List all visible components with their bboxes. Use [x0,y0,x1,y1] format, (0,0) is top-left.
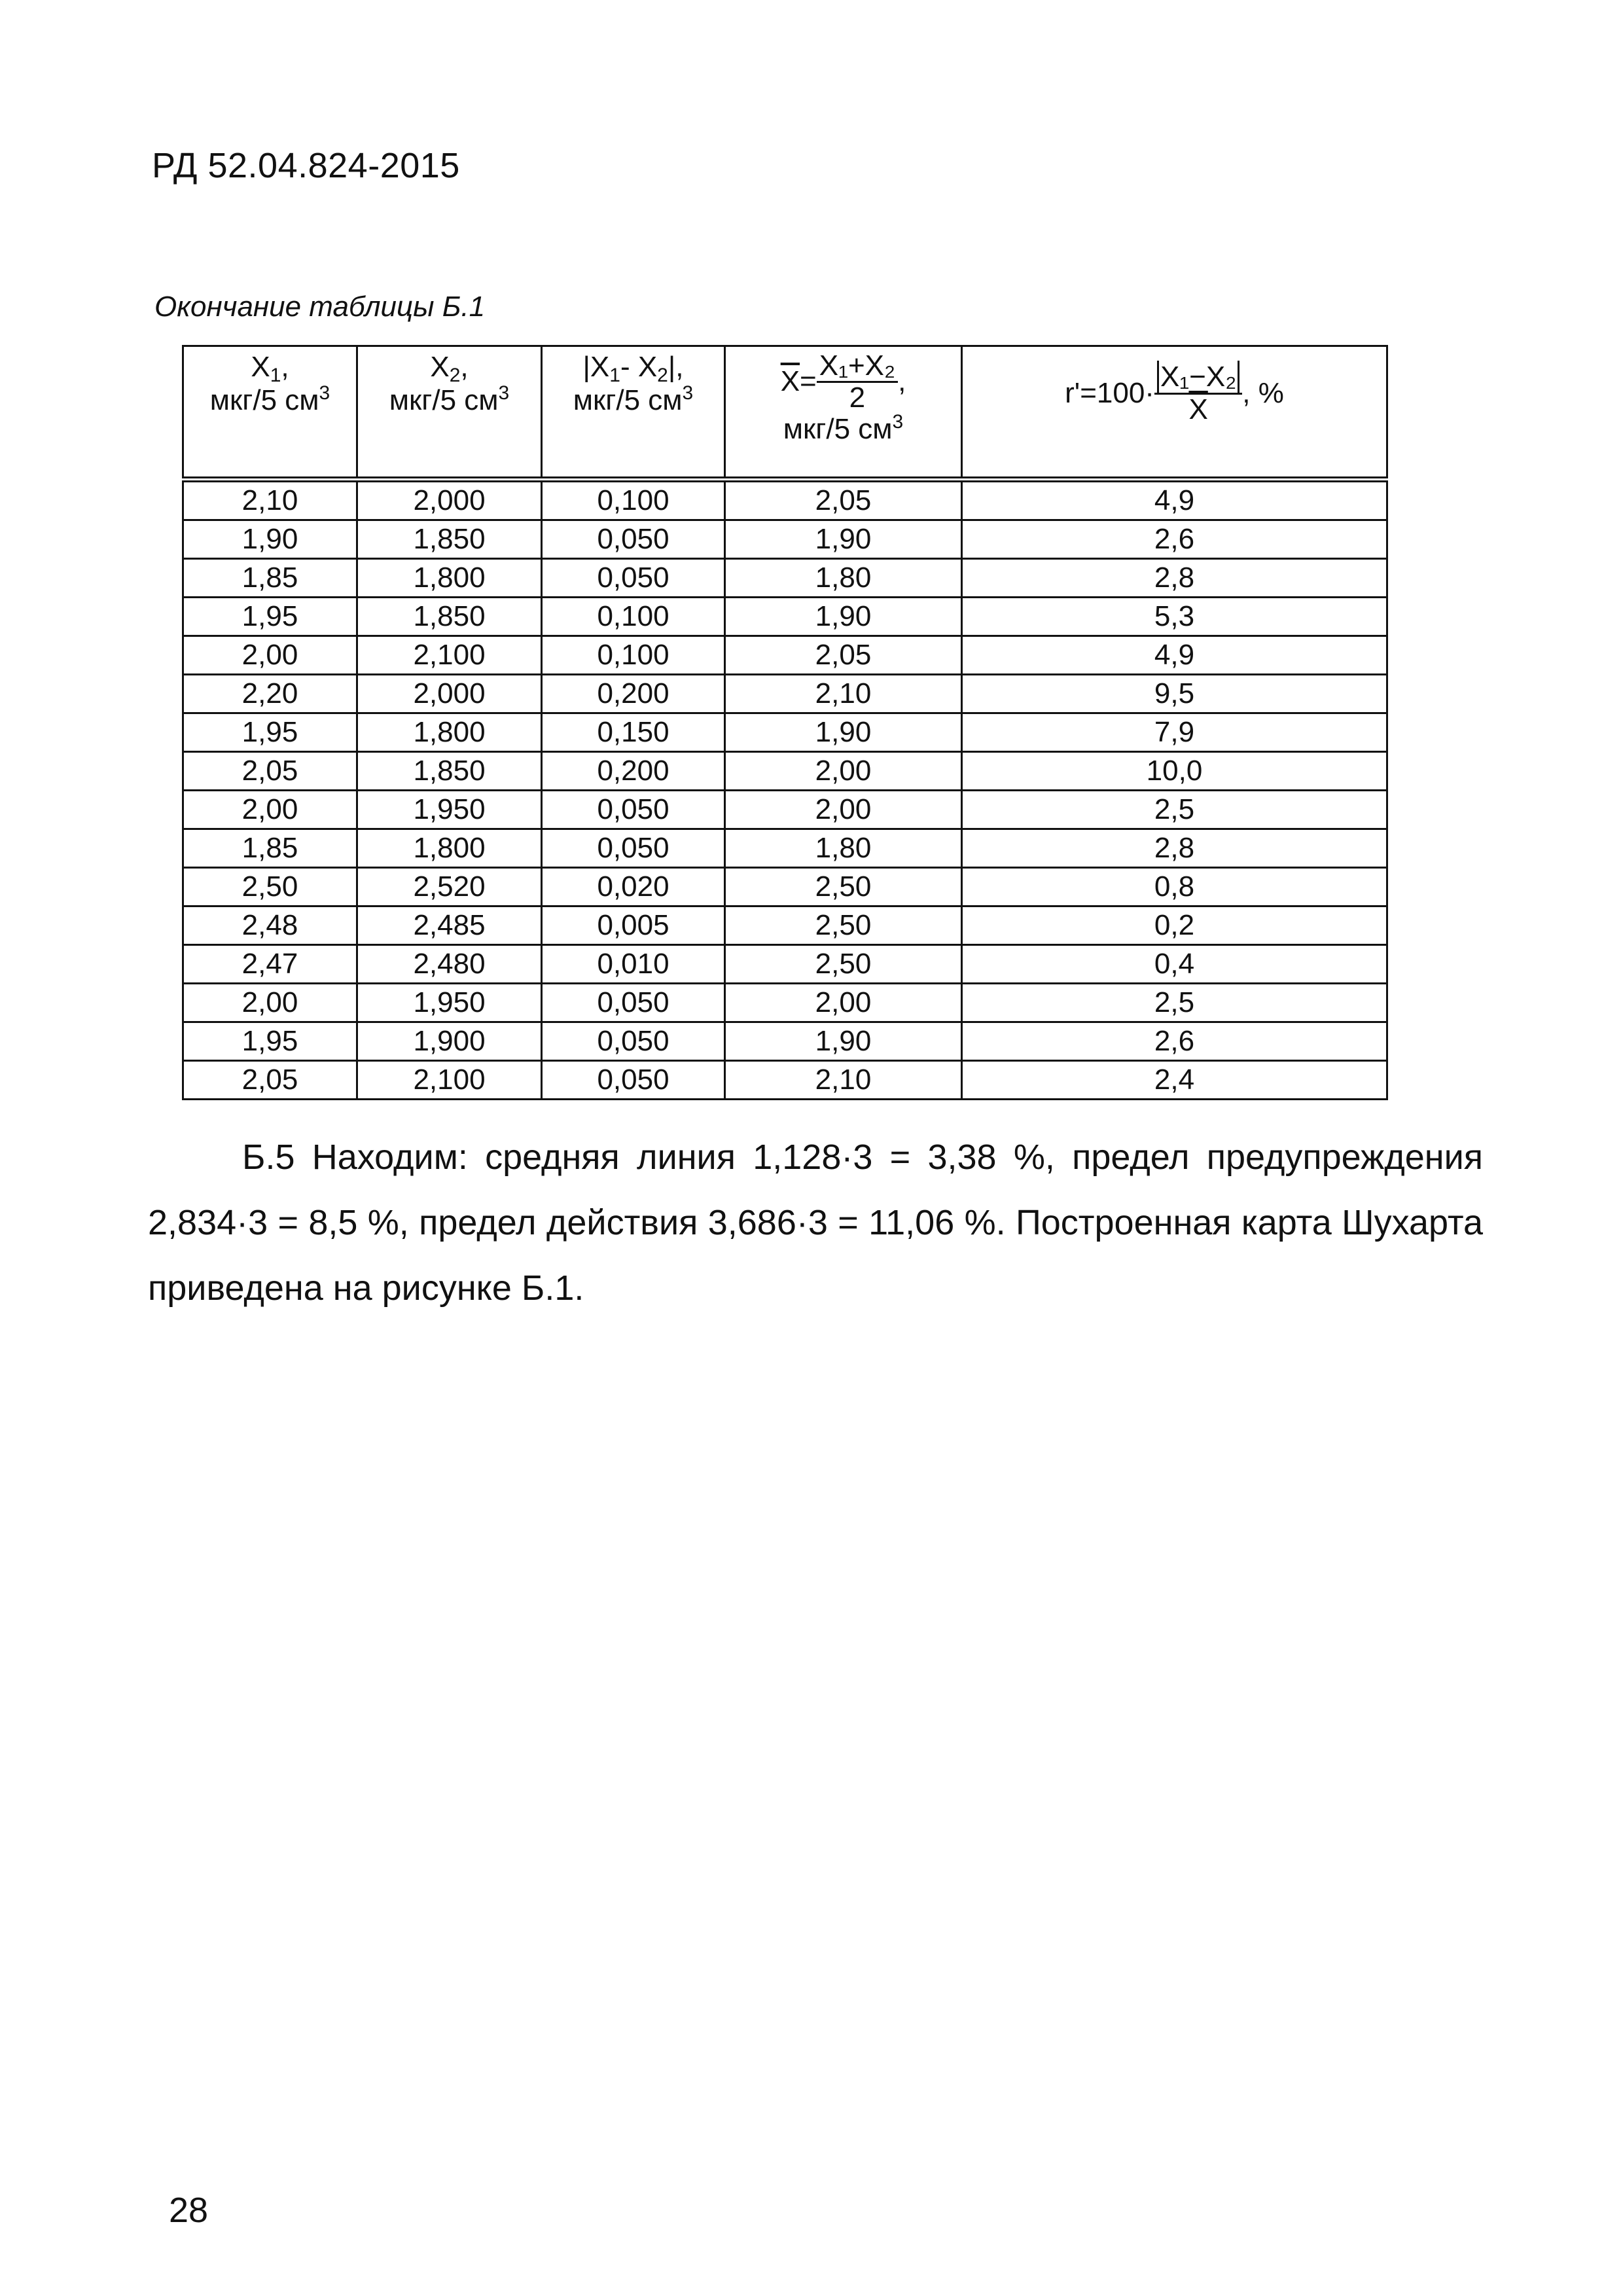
table-cell: 7,9 [962,713,1387,752]
table-cell: 0,020 [542,868,725,906]
table-cell: 0,100 [542,636,725,675]
table-cell: 1,850 [357,598,542,636]
table-cell: 0,050 [542,1061,725,1100]
table-cell: 0,4 [962,945,1387,984]
table-cell: 0,010 [542,945,725,984]
table-cell: 0,050 [542,829,725,868]
table-cell: 1,90 [725,520,962,559]
table-cell: 1,80 [725,559,962,598]
table-cell: 1,800 [357,713,542,752]
table-body [183,480,1387,1100]
table-cell: 1,90 [183,520,357,559]
table-cell: 0,005 [542,906,725,945]
table-cell: 0,050 [542,520,725,559]
table-cell: 2,000 [357,480,542,520]
table-cell: 1,90 [725,713,962,752]
table-cell: 1,85 [183,829,357,868]
table-cell: 2,5 [962,791,1387,829]
header-x1: X1, мкг/5 $см^3$ [183,346,357,480]
header-x2: X2, мкг/5 $см^3$ [357,346,542,480]
table-cell: 2,8 [962,829,1387,868]
table-cell: 2,485 [357,906,542,945]
table-cell: 1,950 [357,791,542,829]
table-cell: 0,050 [542,791,725,829]
table-cell: 1,85 [183,559,357,598]
table-cell: 2,05 [725,636,962,675]
table-row [183,1022,1387,1061]
table-row [183,713,1387,752]
table-cell: 5,3 [962,598,1387,636]
table-row [183,906,1387,945]
table-cell: 2,50 [725,906,962,945]
table-cell: 0,050 [542,984,725,1022]
table-cell: 1,850 [357,520,542,559]
data-table [182,345,1388,1100]
table-cell: 2,520 [357,868,542,906]
table-cell: 1,90 [725,598,962,636]
table-row [183,636,1387,675]
table-cell: 9,5 [962,675,1387,713]
table-cell: 4,9 [962,480,1387,520]
table-cell: 2,50 [725,945,962,984]
table-cell: 1,80 [725,829,962,868]
page-number: 28 [169,2191,209,2230]
table-cell: 2,50 [725,868,962,906]
table-row [183,984,1387,1022]
table-cell: 2,05 [183,1061,357,1100]
table-row [183,791,1387,829]
table-cell: 2,05 [183,752,357,791]
table-cell: 0,100 [542,480,725,520]
table-cell: 2,10 [725,675,962,713]
table-row [183,1061,1387,1100]
table-cell: 2,00 [183,791,357,829]
table-cell: 2,4 [962,1061,1387,1100]
table-cell: 2,10 [725,1061,962,1100]
table-cell: 2,05 [725,480,962,520]
table-cell: 1,800 [357,559,542,598]
table-cell: 1,950 [357,984,542,1022]
table-cell: 0,2 [962,906,1387,945]
table-cell: 0,050 [542,559,725,598]
table-cell: 1,90 [725,1022,962,1061]
table-cell: 2,6 [962,520,1387,559]
table-cell: 2,6 [962,1022,1387,1061]
table-cell: 2,50 [183,868,357,906]
table-cell: 1,900 [357,1022,542,1061]
table-cell: 2,47 [183,945,357,984]
table-cell: 1,850 [357,752,542,791]
table-header-row [183,346,1387,480]
table-row [183,675,1387,713]
table-cell: 0,100 [542,598,725,636]
table-row [183,829,1387,868]
table-cell: 10,0 [962,752,1387,791]
table-cell: 0,050 [542,1022,725,1061]
table-cell: 0,200 [542,752,725,791]
table-cell: 2,48 [183,906,357,945]
table-cell: 2,100 [357,636,542,675]
table-cell: 4,9 [962,636,1387,675]
table-cell: 2,00 [183,984,357,1022]
table-caption: Окончание таблицы Б.1 [154,291,486,323]
table-cell: 0,8 [962,868,1387,906]
table-cell: 0,200 [542,675,725,713]
table-cell: 2,10 [183,480,357,520]
table-row [183,598,1387,636]
table-cell: 2,000 [357,675,542,713]
table-cell: 2,20 [183,675,357,713]
table-row [183,559,1387,598]
header-abs-difference: |X1- X2|, мкг/5 $см^3$ [542,346,725,480]
table-cell: 1,95 [183,598,357,636]
table-cell: 1,800 [357,829,542,868]
table-cell: 2,480 [357,945,542,984]
header-mean: $\overline{X}$ = $\frac{\text{X₁+X₂}}{2}$ , мкг/5 $см^3$ [725,346,962,480]
table-cell: 2,5 [962,984,1387,1022]
table-cell: 2,8 [962,559,1387,598]
table-row [183,520,1387,559]
table-cell: 2,00 [725,984,962,1022]
paragraph-b5: Б.5 Находим: средняя линия 1,128·3 = 3,38 %, предел предупреждения 2,834·3 = 8,5 %, предел действия 3,686·3 = 11,06 %. Построенная карта Шухарта приведена на рисунке Б.1. [148,1138,1483,1308]
table-cell: 1,95 [183,713,357,752]
table-row [183,945,1387,984]
header-relative-difference: r'=100· $\frac{\text{X₁−X₂}}{X}$ , % [962,346,1387,480]
table-cell: 0,150 [542,713,725,752]
table-cell: 1,95 [183,1022,357,1061]
table-cell: 2,00 [725,752,962,791]
table-cell: 2,00 [725,791,962,829]
table-row [183,480,1387,520]
table-cell: 2,00 [183,636,357,675]
table-row [183,752,1387,791]
document-code: РД 52.04.824-2015 [152,146,460,185]
table-row [183,868,1387,906]
table-cell: 2,100 [357,1061,542,1100]
